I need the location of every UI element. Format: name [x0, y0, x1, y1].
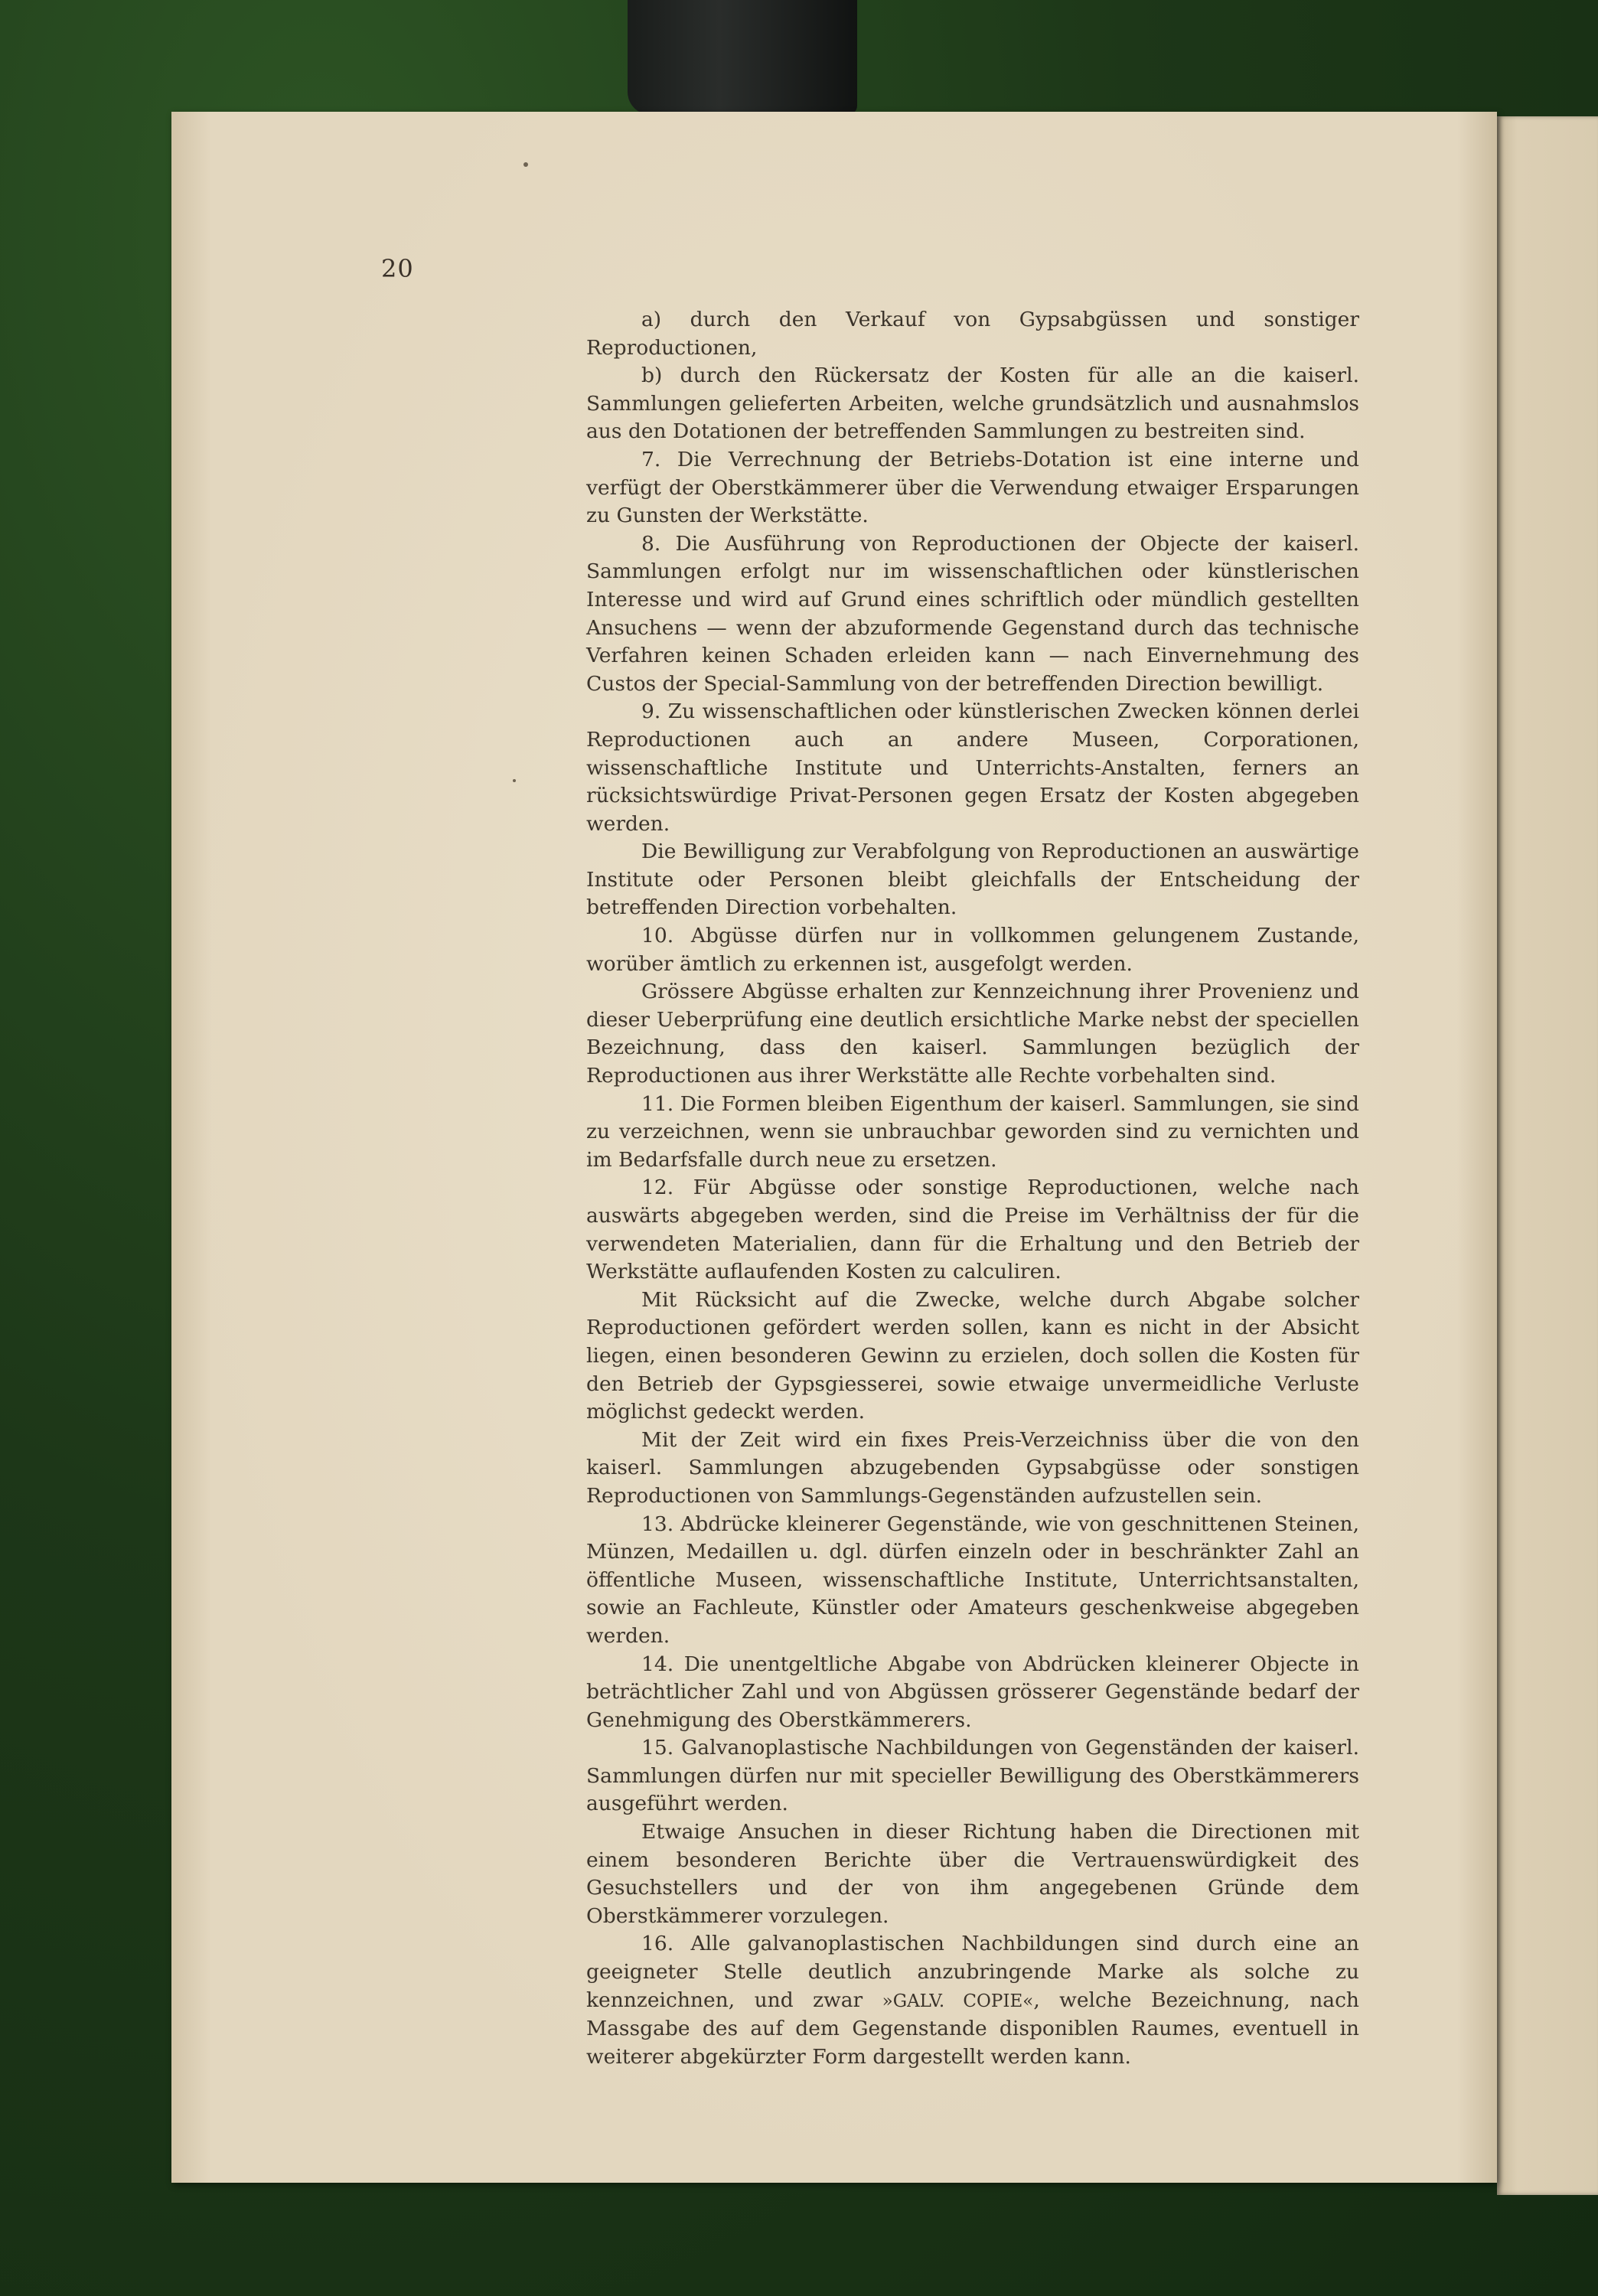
paragraph: Die Bewilligung zur Verabfolgung von Reproductionen an auswärtige Institute oder Personen bleibt gleichfalls der Entscheidung der betreffenden Direction vorbehalten.: [586, 840, 1359, 920]
paper-speck: [523, 162, 528, 167]
paragraph: 11. Die Formen bleiben Eigenthum der kaiserl. Sammlungen, sie sind zu verzeichnen, wenn sie unbrauchbar geworden sind zu vernichten und im Bedarfsfalle durch neue zu ersetzen.: [586, 1091, 1359, 1172]
adjacent-page-edge: [1497, 116, 1598, 2195]
paragraph: [586, 1930, 1359, 2071]
paragraph: 15. Galvanoplastische Nachbildungen von Gegenständen der kaiserl. Sammlungen dürfen nur mit specieller Bewilligung des Oberstkämmerers ausgeführt werden.: [586, 1736, 1359, 1816]
paragraph: 12. Für Abgüsse oder sonstige Reproductionen, welche nach auswärts abgegeben werden, sind die Preise im Verhältniss der für die verwendeten Materialien, dann für die Erhaltung und den Betrieb der Werkstätte auflaufenden Kosten zu calculiren.: [586, 1176, 1359, 1284]
book-binding: [628, 0, 857, 115]
paragraph: 10. Abgüsse dürfen nur in vollkommen gelungenem Zustande, worüber ämtlich zu erkennen ist, ausgefolgt werden.: [586, 924, 1359, 976]
paragraph: 7. Die Verrechnung der Betriebs-Dotation ist eine interne und verfügt der Oberstkämmerer über die Verwendung etwaiger Ersparungen zu Gunsten der Werkstätte.: [586, 447, 1359, 528]
paragraph: a) durch den Verkauf von Gypsabgüssen und sonstiger Reproductionen,: [586, 308, 1359, 360]
paper-speck: [513, 779, 516, 782]
paragraph: Mit Rücksicht auf die Zwecke, welche durch Abgabe solcher Reproductionen gefördert werden sollen, kann es nicht in der Absicht liegen, einen besonderen Gewinn zu erzielen, doch sollen die Kosten für den Betrieb der Gypsgiesserei, sowie etwaige unvermeidliche Verluste möglichst gedeckt werden.: [586, 1287, 1359, 1424]
page-number: 20: [381, 254, 414, 283]
paragraph: 8. Die Ausführung von Reproductionen der Objecte der kaiserl. Sammlungen erfolgt nur im wissenschaftlichen oder künstlerischen Interesse und wird auf Grund eines schriftlich oder mündlich gestellten Ansuchens — wenn der abzuformende Gegenstand durch das technische Verfahren keinen Schaden erleiden kann — nach Einvernehmung des Custos der Special-Sammlung von der betreffenden Direction bewilligt.: [586, 531, 1359, 696]
paragraph: 14. Die unentgeltliche Abgabe von Abdrücken kleinerer Objecte in beträchtlicher Zahl und von Abgüssen grösserer Gegenstände bedarf der Genehmigung des Oberstkämmerers.: [586, 1652, 1359, 1732]
paragraph: Grössere Abgüsse erhalten zur Kennzeichnung ihrer Provenienz und dieser Ueberprüfung eine deutlich ersichtliche Marke nebst der speciellen Bezeichnung, dass den kaiserl. Sammlungen bezüglich der Reproductionen aus ihrer Werkstätte alle Rechte vorbehalten sind.: [586, 980, 1359, 1088]
paragraph-text: , welche Bezeichnung, nach Massgabe des auf dem Gegenstande disponiblen Raumes, eventuell in weiterer abgekürzter Form dargestellt werden kann.: [586, 1988, 1359, 2069]
paragraph-text: 16. Alle galvanoplastischen Nachbildungen sind durch eine an geeigneter Stelle deutlich anzubringende Marke als solche zu kennzeichnen, und zwar: [586, 1932, 1359, 2012]
paragraph: b) durch den Rückersatz der Kosten für alle an die kaiserl. Sammlungen gelieferten Arbeiten, welche grundsätzlich und ausnahmslos aus den Dotationen der betreffenden Sammlungen zu bestreiten sind.: [586, 364, 1359, 444]
paragraph: Etwaige Ansuchen in dieser Richtung haben die Directionen mit einem besonderen Berichte über die Vertrauenswürdigkeit des Gesuchstellers und der von ihm angegebenen Gründe dem Oberstkämmerer vorzulegen.: [586, 1820, 1359, 1928]
body-text: [586, 306, 1359, 2071]
paragraph: Mit der Zeit wird ein fixes Preis-Verzeichniss über die von den kaiserl. Sammlungen abzugebenden Gypsabgüsse oder sonstigen Reproductionen von Sammlungs-Gegenständen aufzustellen sein.: [586, 1427, 1359, 1508]
paragraph: 13. Abdrücke kleinerer Gegenstände, wie von geschnittenen Steinen, Münzen, Medaillen u. dgl. dürfen einzeln oder in beschränkter Zahl an öffentliche Museen, wissenschaftliche Institute, Unterrichtsanstalten, sowie an Fachleute, Künstler oder Amateurs geschenkweise abgegeben werden.: [586, 1512, 1359, 1648]
galv-copie-mark: »GALV. COPIE«: [882, 1991, 1034, 2011]
paragraph: 9. Zu wissenschaftlichen oder künstlerischen Zwecken können derlei Reproductionen auch an andere Museen, Corporationen, wissenschaftliche Institute und Unterrichts-Anstalten, ferners an rücksichtswürdige Privat-Personen gegen Ersatz der Kosten abgegeben werden.: [586, 700, 1359, 836]
